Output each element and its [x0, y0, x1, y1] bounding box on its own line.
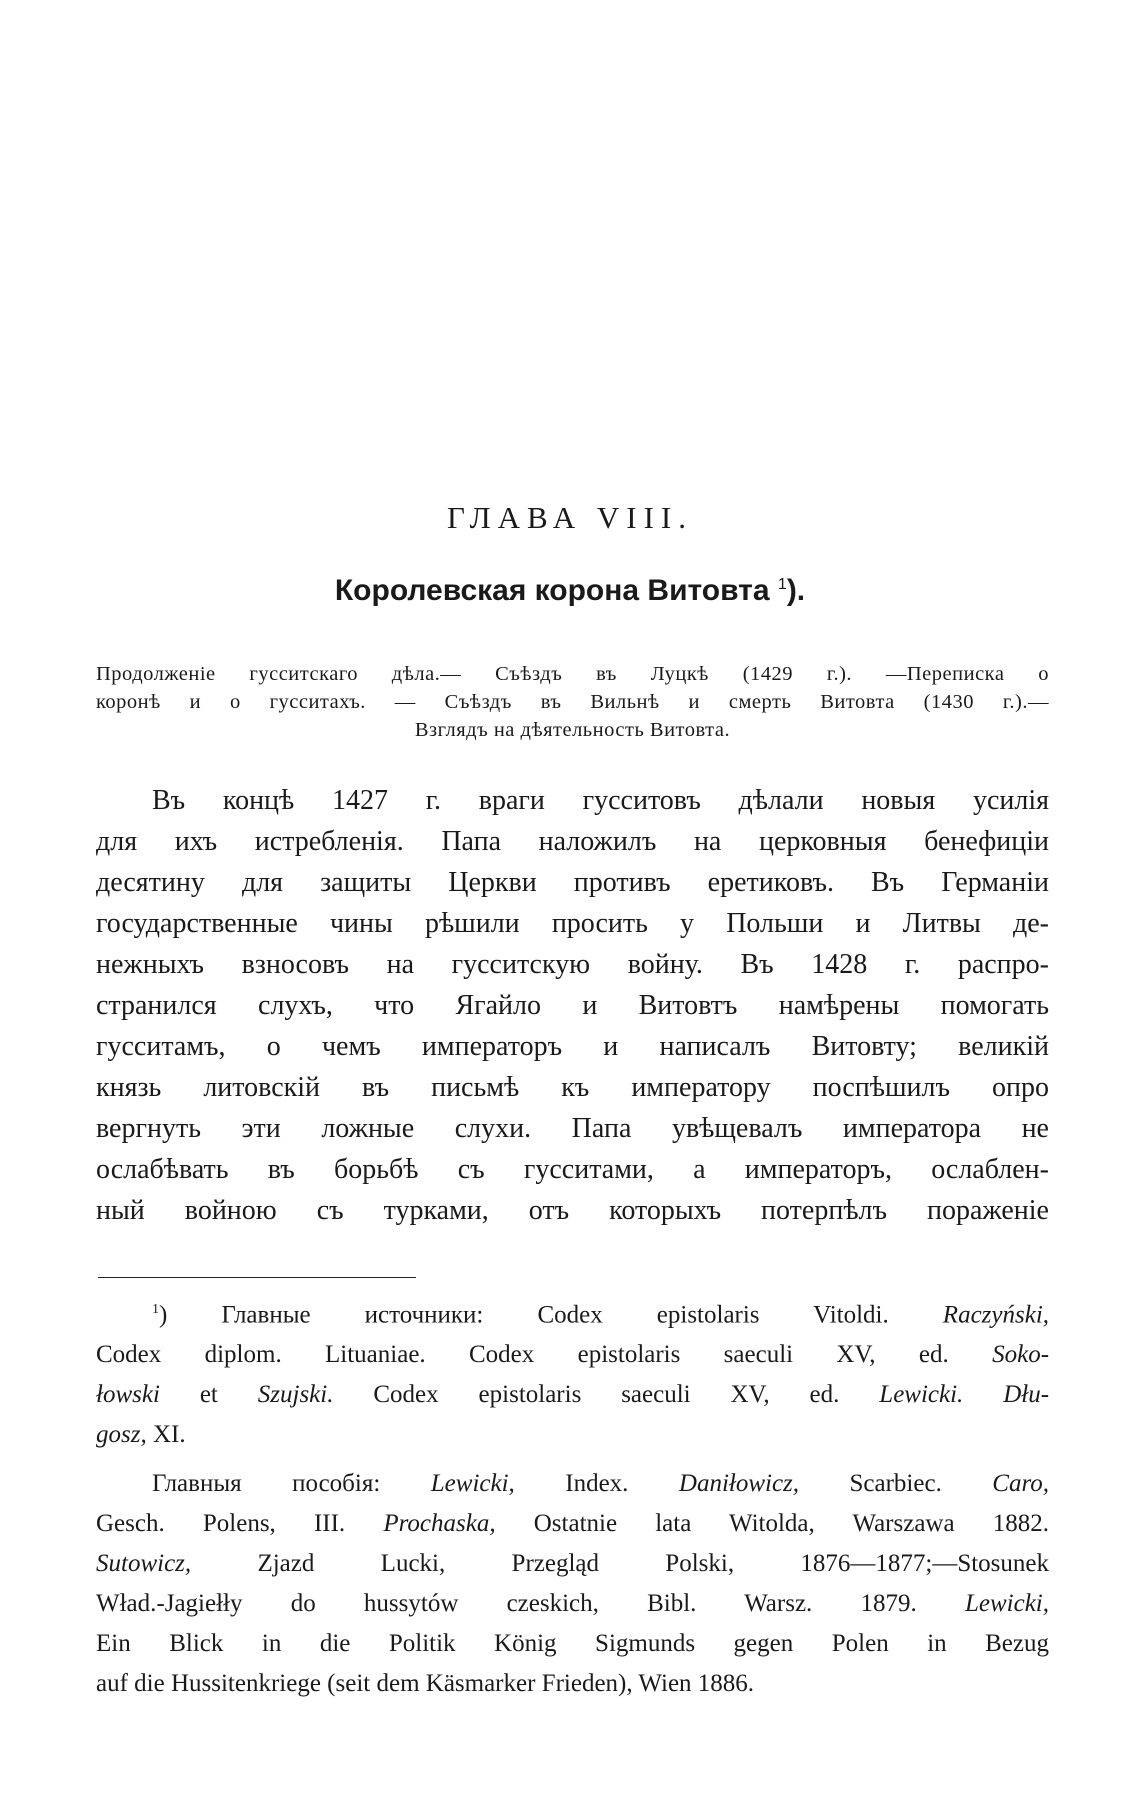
footnote-line: Sutowicz, Zjazd Lucki, Przegląd Polski, 1876—1877;—Stosunek — [96, 1550, 1049, 1578]
body-line: ослабѣвать въ борьбѣ съ гусситами, а императоръ, ослаблен- — [96, 1154, 1049, 1185]
footnote-line: $^1$) Главные источники: Codex epistolaris Vitoldi. Raczyński, — [152, 1301, 1050, 1329]
body-line: нежныхъ взносовъ на гусситскую войну. Въ 1428 г. распро- — [96, 949, 1049, 980]
body-line: странился слухъ, что Ягайло и Витовтъ намѣрены помогать — [96, 990, 1049, 1021]
footnote-divider — [98, 1277, 416, 1278]
body-line: гусситамъ, о чемъ императоръ и написалъ Витовту; великій — [96, 1031, 1049, 1062]
body-line: князь литовскій въ письмѣ къ императору поспѣшилъ опро — [96, 1072, 1049, 1103]
footnote-line: Wład.-Jagiełły do hussytów czeskich, Bibl. Warsz. 1879. Lewicki, — [96, 1590, 1049, 1618]
summary-line: Взглядъ на дѣятельность Витовта. — [414, 719, 731, 741]
chapter-title-close: ). — [786, 574, 806, 607]
body-line: Въ концѣ 1427 г. враги гусситовъ дѣлали новыя усилія — [152, 785, 1049, 816]
footnote-reference: 1 — [777, 576, 787, 593]
footnote-marker: 1 — [152, 1302, 159, 1317]
chapter-title — [0, 574, 1140, 608]
footnote-line: łowski et Szujski. Codex epistolaris saeculi XV, ed. Lewicki. Dłu- — [96, 1381, 1050, 1409]
body-line: государственные чины рѣшили просить у Польши и Литвы де- — [96, 908, 1049, 939]
body-line: вергнуть эти ложные слухи. Папа увѣщевалъ императора не — [96, 1113, 1049, 1144]
chapter-number: ГЛАВА VIII. — [447, 500, 693, 535]
chapter-title-text: Королевская корона Витовта — [334, 574, 770, 607]
footnote-line: auf die Hussitenkriege (seit dem Käsmarker Frieden), Wien 1886. — [96, 1670, 755, 1698]
footnote-line: Codex diplom. Lituaniae. Codex epistolaris saeculi XV, ed. Soko- — [96, 1341, 1050, 1369]
body-paragraph — [96, 780, 1049, 1231]
footnote-line: Главныя пособія: Lewicki, Index. Daniłowicz, Scarbiec. Caro, — [152, 1470, 1050, 1498]
body-line: ный войною съ турками, отъ которыхъ потерпѣлъ пораженіе — [96, 1195, 1049, 1226]
summary-line: коронѣ и о гусситахъ. — Съѣздъ въ Вильнѣ и смерть Витовта (1430 г.).— — [96, 691, 1049, 713]
footnote-line: gosz, XI. — [96, 1421, 186, 1449]
body-line: для ихъ истребленія. Папа наложилъ на церковныя бенефиціи — [96, 826, 1049, 857]
summary-line: Продолженіе гусситскаго дѣла.— Съѣздъ въ Луцкѣ (1429 г.). —Переписка о — [96, 663, 1049, 685]
footnote — [96, 1290, 1049, 1704]
footnote-line: Ein Blick in die Politik König Sigmunds gegen Polen in Bezug — [96, 1630, 1049, 1658]
chapter-summary — [96, 660, 1049, 744]
body-line: десятину для защиты Церкви противъ еретиковъ. Въ Германіи — [96, 867, 1049, 898]
footnote-line: Gesch. Polens, III. Prochaska, Ostatnie lata Witolda, Warszawa 1882. — [96, 1510, 1049, 1538]
